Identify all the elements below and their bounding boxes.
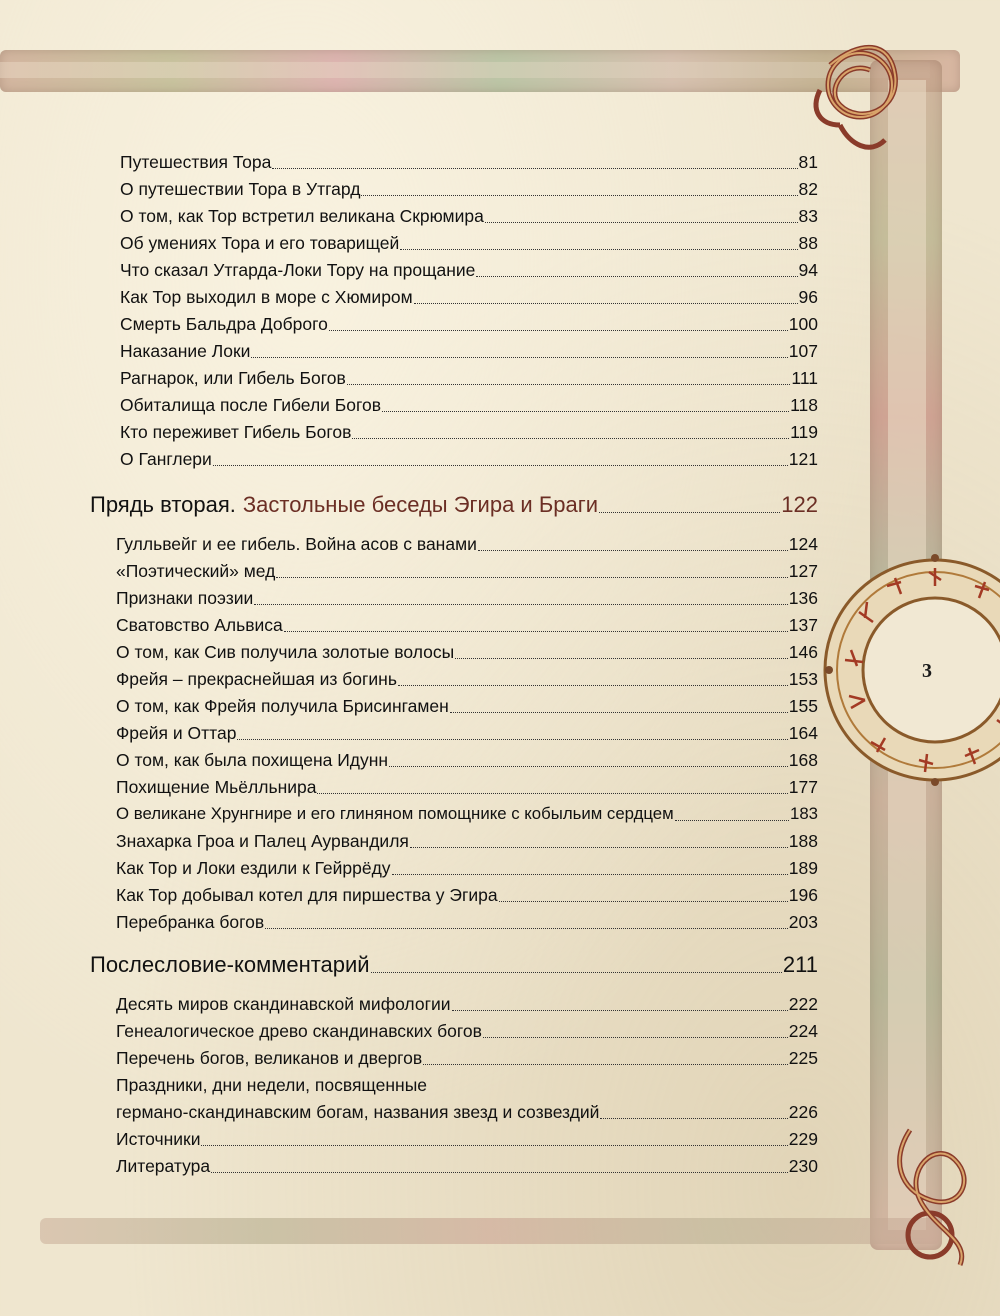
leader-dots [423,1063,788,1065]
leader-dots [392,873,788,875]
toc-entry-page: 183 [790,804,818,823]
toc-entry-page: 230 [788,1156,818,1176]
toc-entry-title: О великане Хрунгнире и его глиняном помощнике с кобыльим сердцем [116,804,674,823]
toc-entry-title: Рагнарок, или Гибель Богов [120,368,346,388]
toc-entry-page: 88 [798,233,818,253]
leader-dots [483,1036,788,1038]
toc-entry-page: 94 [798,260,818,280]
toc-entry[interactable] [120,339,818,363]
toc-entry-page: 96 [798,287,818,307]
toc-entry[interactable] [116,802,818,826]
toc-entry-title: Кто переживет Гибель Богов [120,422,352,442]
toc-entry-title: Источники [116,1129,201,1149]
leader-dots [499,900,788,902]
leader-dots [329,329,788,331]
leader-dots [317,792,787,794]
section-title: Застольные беседы Эгира и Браги [242,492,599,517]
toc-entry-page: 137 [788,615,818,635]
section-page: 211 [782,952,818,977]
toc-entry[interactable] [120,231,818,255]
toc-entry-title: Признаки поэзии [116,588,254,608]
toc-entry-page: 224 [788,1021,818,1041]
decorative-border-bottom [40,1218,940,1244]
toc-entry-title: Генеалогическое древо скандинавских богов [116,1021,482,1041]
decorative-border-top-inner [0,62,930,78]
toc-entry-title: Фрейя и Оттар [116,723,237,743]
toc-entry[interactable] [116,748,818,772]
toc-entry[interactable] [116,640,818,664]
toc-entry-page: 229 [788,1129,818,1149]
toc-entry-page: 121 [788,449,818,469]
toc-entry[interactable] [116,992,818,1016]
toc-entry-title: О путешествии Тора в Утгард [120,179,361,199]
toc-entry-title: Обиталища после Гибели Богов [120,395,382,415]
toc-entry-page: 118 [790,395,818,415]
toc-entry-page: 189 [788,858,818,878]
toc-section-heading[interactable] [90,950,818,980]
leader-dots [476,275,797,277]
leader-dots [352,437,789,439]
celtic-knot-top-ornament [800,30,920,170]
toc-entry-title: Знахарка Гроа и Палец Аурвандиля [116,831,409,851]
toc-entry[interactable] [116,559,818,583]
toc-entry-page: 82 [798,179,818,199]
toc-entry-page: 177 [788,777,818,797]
toc-entry[interactable] [120,312,818,336]
toc-entry-page: 111 [791,368,818,388]
leader-dots [389,765,788,767]
leader-dots [478,549,788,551]
toc-entry[interactable] [116,1046,818,1070]
toc-entry-page: 107 [788,341,818,361]
toc-entry-page: 146 [788,642,818,662]
toc-entry-title: Об умениях Тора и его товарищей [120,233,400,253]
leader-dots [455,657,788,659]
toc-entry-title: Сватовство Альвиса [116,615,283,635]
toc-entry-title: Десять миров скандинавской мифологии [116,994,451,1014]
toc-entry-title: Гулльвейг и ее гибель. Война асов с ванами [116,534,477,554]
leader-dots [382,410,789,412]
toc-entry[interactable] [116,1127,818,1151]
leader-dots [414,302,798,304]
leader-dots [201,1144,787,1146]
toc-entry-title: О том, как Тор встретил великана Скрюмира [120,206,484,226]
toc-entry[interactable] [120,420,818,444]
toc-entry[interactable] [116,910,818,934]
toc-entry-page: 81 [798,152,818,172]
leader-dots [398,684,788,686]
leader-dots [410,846,788,848]
toc-entry[interactable] [120,258,818,282]
toc-entry-page: 155 [788,696,818,716]
leader-dots [599,511,780,513]
toc-entry[interactable] [120,150,818,174]
leader-dots [371,971,782,973]
toc-entry[interactable] [116,1019,818,1043]
toc-entry[interactable] [116,586,818,610]
toc-entry-page: 225 [788,1048,818,1068]
toc-entry-page: 136 [788,588,818,608]
toc-entry-title: Праздники, дни недели, посвященные [116,1075,428,1095]
toc-entry-title: Как Тор и Локи ездили к Гейррёду [116,858,391,878]
toc-entry-title: О Ганглери [120,449,212,469]
toc-entry[interactable] [116,532,818,556]
toc-entry[interactable] [120,177,818,201]
toc-entry-page: 203 [788,912,818,932]
section-prefix: Прядь вторая. [90,492,236,517]
toc-entry-title: Перебранка богов [116,912,265,932]
leader-dots [254,603,787,605]
toc-entry-title: Как Тор добывал котел для пиршества у Эгира [116,885,498,905]
leader-dots [213,464,788,466]
leader-dots [361,194,797,196]
toc-entry[interactable] [116,856,818,880]
section-title: Послесловие-комментарий [90,952,370,977]
toc-entry-page: 124 [788,534,818,554]
page-number: 3 [922,660,932,682]
celtic-knot-bottom-ornament [880,1110,990,1280]
leader-dots [675,819,789,821]
toc-entry-page: 83 [798,206,818,226]
toc-entry-page: 226 [788,1102,818,1122]
leader-dots [450,711,788,713]
toc-entry[interactable] [116,1154,818,1178]
leader-dots [237,738,787,740]
toc-entry[interactable] [116,613,818,637]
toc-entry-page: 196 [788,885,818,905]
leader-dots [485,221,798,223]
toc-entry-title: Похищение Мьёлльнира [116,777,317,797]
toc-entry[interactable] [120,204,818,228]
toc-entry[interactable] [116,775,818,799]
toc-section-heading[interactable] [90,490,818,520]
toc-entry[interactable] [120,366,818,390]
toc-entry-title: Путешествия Тора [120,152,272,172]
rune-circle-ornament [815,520,1000,820]
leader-dots [251,356,787,358]
toc-entry[interactable] [120,285,818,309]
toc-entry-page: 164 [788,723,818,743]
toc-entry-page: 153 [788,669,818,689]
toc-entry-page: 188 [788,831,818,851]
toc-entry-page: 100 [788,314,818,334]
toc-entry-continued[interactable] [116,1073,818,1097]
toc-entry[interactable] [116,1100,818,1124]
toc-entry-page: 127 [788,561,818,581]
leader-dots [600,1117,787,1119]
toc-entry-title: Перечень богов, великанов и двергов [116,1048,423,1068]
toc-entry[interactable] [116,667,818,691]
toc-entry-title: Наказание Локи [120,341,251,361]
leader-dots [211,1171,788,1173]
toc-entry[interactable] [120,447,818,471]
toc-entry[interactable] [116,721,818,745]
toc-entry-title: Литература [116,1156,211,1176]
toc-entry-page: 119 [790,422,818,442]
toc-entry[interactable] [116,883,818,907]
toc-entry-page: 168 [788,750,818,770]
toc-entry-title: германо-скандинавским богам, названия звезд и созвездий [116,1102,600,1122]
toc-entry[interactable] [116,829,818,853]
leader-dots [400,248,797,250]
toc-entry-title: Смерть Бальдра Доброго [120,314,328,334]
toc-entry[interactable] [120,393,818,417]
leader-dots [347,383,791,385]
leader-dots [276,576,787,578]
section-page: 122 [781,492,818,517]
leader-dots [452,1009,788,1011]
leader-dots [284,630,788,632]
toc-entry-title: О том, как Фрейя получила Брисингамен [116,696,449,716]
toc-entry-title: «Поэтический» мед [116,561,276,581]
toc-entry-title: Фрейя – прекраснейшая из богинь [116,669,397,689]
toc-entry-title: Как Тор выходил в море с Хюмиром [120,287,413,307]
toc-entry[interactable] [116,694,818,718]
toc-entry-title: О том, как была похищена Идунн [116,750,389,770]
toc-entry-page: 222 [788,994,818,1014]
toc-entry-title: Что сказал Утгарда-Локи Тору на прощание [120,260,476,280]
toc-entry-title: О том, как Сив получила золотые волосы [116,642,455,662]
leader-dots [265,927,788,929]
leader-dots [272,167,797,169]
